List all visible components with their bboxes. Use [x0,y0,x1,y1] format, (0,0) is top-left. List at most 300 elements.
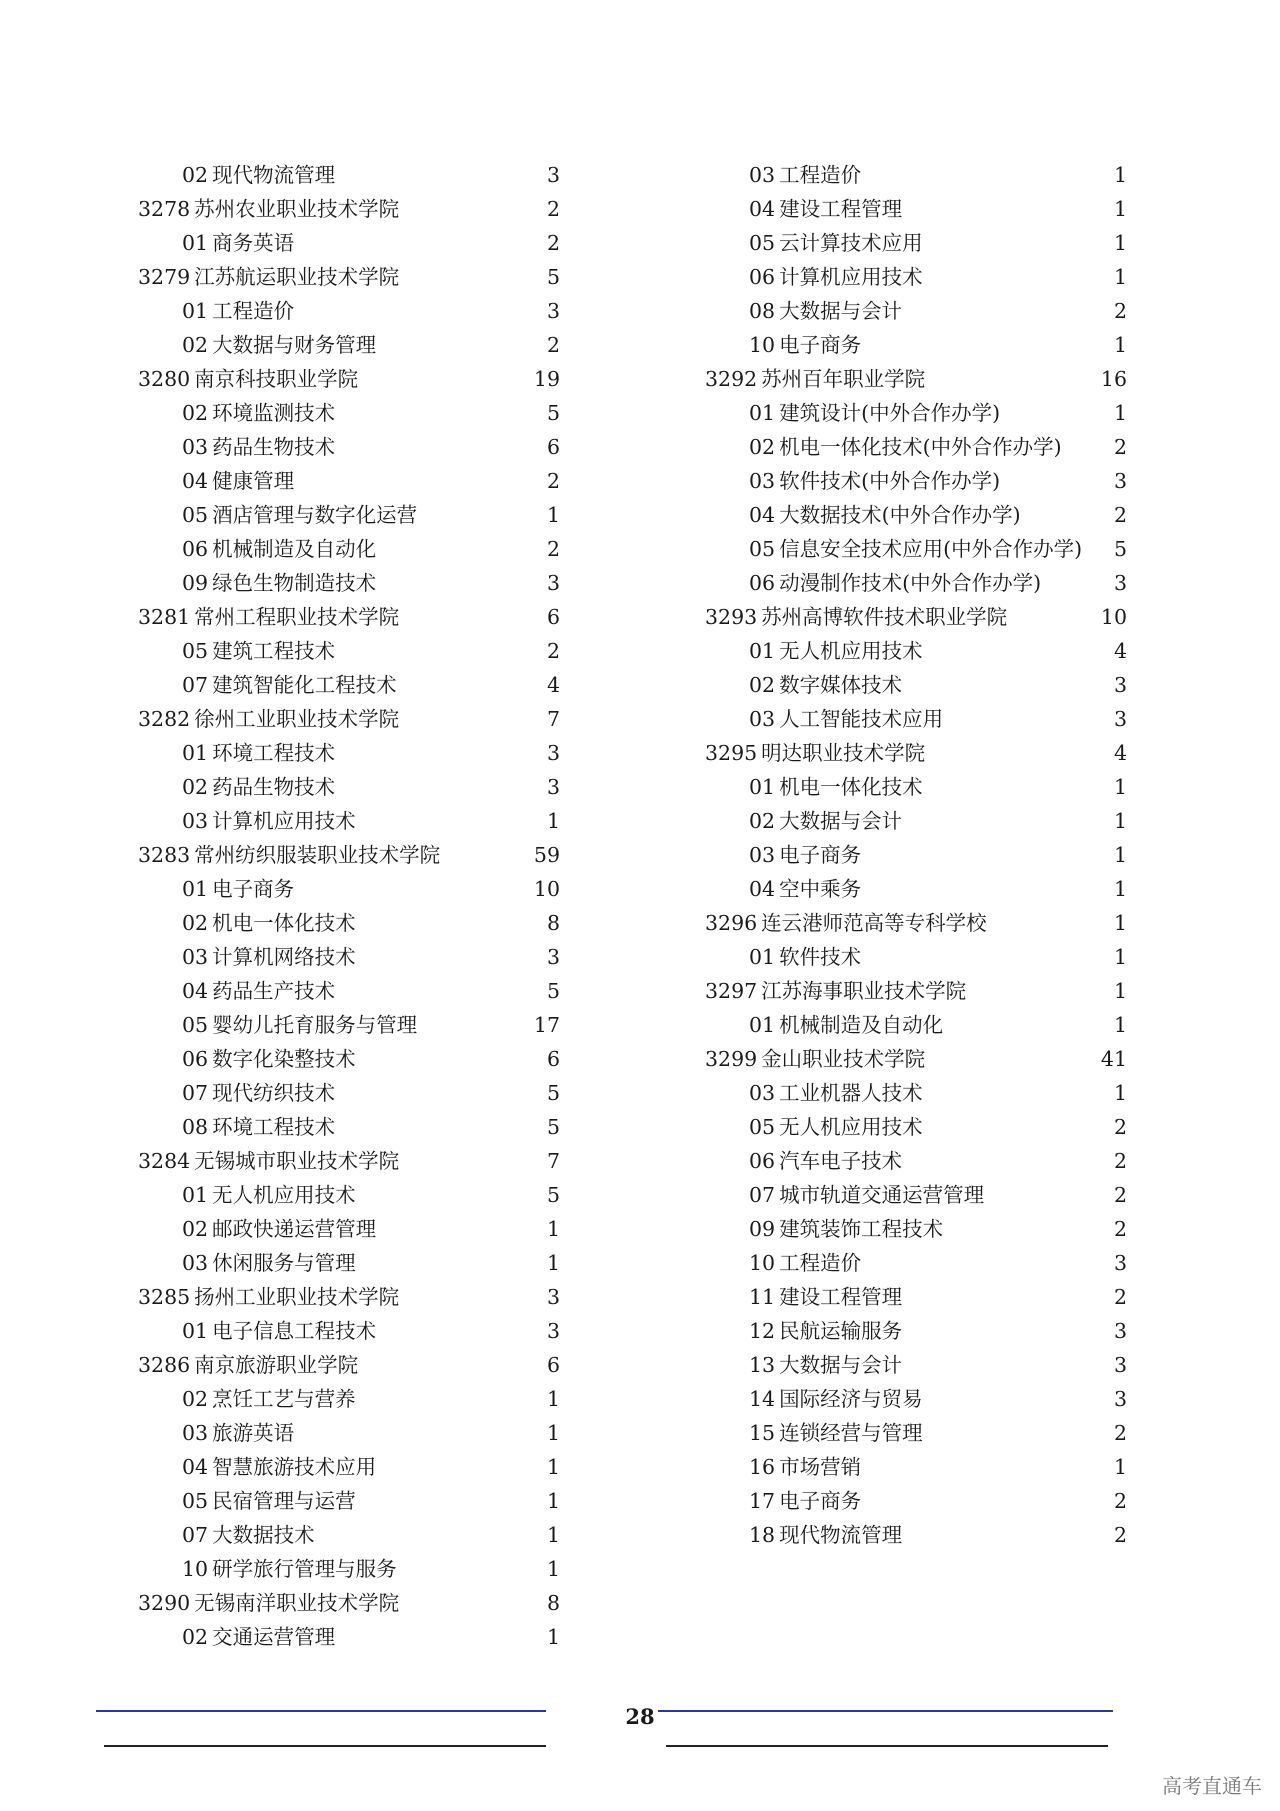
plan-count: 1 [1113,979,1127,1003]
code: 3279 [138,265,191,289]
major-name: 人工智能技术应用 [779,707,944,731]
plan-count: 1 [1113,265,1127,289]
school-name: 金山职业技术学院 [761,1047,926,1071]
major-name: 绿色生物制造技术 [212,571,377,595]
code: 3284 [138,1149,191,1173]
major-name: 软件技术(中外合作办学) [779,469,1001,493]
plan-count: 2 [1113,1285,1127,1309]
plan-count: 3 [546,1285,560,1309]
major-name: 大数据技术(中外合作办学) [779,503,1021,527]
school-row [705,974,1127,1008]
plan-count: 1 [546,1251,560,1275]
plan-count: 1 [546,1523,560,1547]
major-name: 电子商务 [779,333,862,357]
major-name: 大数据与会计 [779,1353,903,1377]
major-name: 休闲服务与管理 [212,1251,356,1275]
code: 02 [182,333,209,357]
major-row [160,1178,560,1212]
code: 3292 [705,367,758,391]
code: 01 [182,741,209,765]
code: 05 [749,231,776,255]
major-name: 市场营销 [779,1455,862,1479]
code: 05 [182,503,209,527]
major-row [160,1518,560,1552]
major-row [160,430,560,464]
code: 03 [182,1421,209,1445]
plan-count: 6 [546,605,560,629]
major-row [160,1552,560,1586]
major-name: 信息安全技术应用(中外合作办学) [779,537,1083,561]
plan-count: 5 [546,1183,560,1207]
major-row [160,1008,560,1042]
major-name: 软件技术 [779,945,862,969]
major-name: 无人机应用技术 [779,1115,923,1139]
code: 03 [749,1081,776,1105]
major-row [160,498,560,532]
code: 08 [749,299,776,323]
footer-rule-right-black [666,1745,1108,1747]
school-name: 南京科技职业学院 [194,367,359,391]
major-name: 民宿管理与运营 [212,1489,356,1513]
school-row [138,702,560,736]
major-name: 云计算技术应用 [779,231,923,255]
code: 05 [182,639,209,663]
major-row [160,770,560,804]
major-name: 药品生物技术 [212,775,336,799]
major-row [727,294,1127,328]
plan-count: 3 [546,775,560,799]
major-row [727,1144,1127,1178]
code: 3283 [138,843,191,867]
code: 3282 [138,707,191,731]
plan-count: 3 [1113,1319,1127,1343]
school-row [138,1280,560,1314]
major-name: 城市轨道交通运营管理 [779,1183,985,1207]
major-name: 药品生物技术 [212,435,336,459]
plan-count: 1 [1113,163,1127,187]
plan-count: 6 [546,435,560,459]
code: 06 [749,265,776,289]
school-name: 无锡南洋职业技术学院 [194,1591,400,1615]
major-row [727,1416,1127,1450]
code: 07 [182,673,209,697]
plan-count: 2 [1113,1217,1127,1241]
school-name: 南京旅游职业学院 [194,1353,359,1377]
code: 12 [749,1319,776,1343]
code: 02 [749,809,776,833]
code: 05 [749,1115,776,1139]
major-row [160,906,560,940]
plan-count: 2 [1113,1115,1127,1139]
plan-count: 8 [546,911,560,935]
major-name: 药品生产技术 [212,979,336,1003]
code: 07 [182,1081,209,1105]
major-row [160,1450,560,1484]
major-row [160,1076,560,1110]
major-row [160,1246,560,1280]
plan-count: 1 [1113,197,1127,221]
code: 03 [749,469,776,493]
school-name: 徐州工业职业技术学院 [194,707,400,731]
plan-count: 3 [1113,707,1127,731]
major-name: 大数据与会计 [779,809,903,833]
code: 04 [749,877,776,901]
plan-count: 3 [546,571,560,595]
major-row [160,668,560,702]
major-name: 机械制造及自动化 [779,1013,944,1037]
major-row [727,702,1127,736]
major-name: 工程造价 [212,299,295,323]
plan-count: 3 [1113,1387,1127,1411]
plan-count: 2 [1113,503,1127,527]
code: 09 [749,1217,776,1241]
plan-count: 2 [1113,1149,1127,1173]
school-row [705,906,1127,940]
major-name: 机电一体化技术 [212,911,356,935]
major-name: 邮政快递运营管理 [212,1217,377,1241]
code: 01 [749,775,776,799]
code: 03 [749,843,776,867]
plan-count: 1 [1113,945,1127,969]
major-name: 大数据与会计 [779,299,903,323]
major-name: 机械制造及自动化 [212,537,377,561]
school-name: 苏州高博软件技术职业学院 [761,605,1008,629]
major-name: 工程造价 [779,163,862,187]
plan-count: 6 [546,1353,560,1377]
plan-count: 2 [1113,299,1127,323]
code: 01 [182,231,209,255]
school-name: 苏州百年职业学院 [761,367,926,391]
code: 3290 [138,1591,191,1615]
code: 3295 [705,741,758,765]
plan-count: 7 [546,707,560,731]
code: 07 [749,1183,776,1207]
page-number: 28 [625,1704,655,1729]
plan-count: 1 [546,1557,560,1581]
code: 06 [182,537,209,561]
plan-count: 19 [533,367,560,391]
plan-count: 1 [1113,843,1127,867]
code: 02 [182,911,209,935]
major-name: 汽车电子技术 [779,1149,903,1173]
plan-count: 1 [1113,1013,1127,1037]
plan-count: 3 [546,1319,560,1343]
plan-count: 2 [546,537,560,561]
code: 06 [749,571,776,595]
major-name: 计算机应用技术 [779,265,923,289]
plan-count: 41 [1100,1047,1127,1071]
plan-count: 2 [546,469,560,493]
plan-count: 1 [1113,401,1127,425]
code: 02 [182,401,209,425]
major-row [727,1280,1127,1314]
code: 3299 [705,1047,758,1071]
major-row [160,974,560,1008]
plan-count: 3 [1113,571,1127,595]
major-row [160,1110,560,1144]
code: 02 [182,1387,209,1411]
plan-count: 2 [1113,1489,1127,1513]
code: 02 [749,435,776,459]
code: 17 [749,1489,776,1513]
major-name: 空中乘务 [779,877,862,901]
plan-count: 7 [546,1149,560,1173]
plan-count: 1 [546,809,560,833]
major-row [160,1484,560,1518]
major-row [160,1314,560,1348]
plan-count: 59 [533,843,560,867]
school-name: 江苏海事职业技术学院 [761,979,967,1003]
major-row [727,1314,1127,1348]
school-row [138,600,560,634]
major-name: 建设工程管理 [779,1285,903,1309]
code: 3296 [705,911,758,935]
major-row [160,872,560,906]
plan-count: 2 [546,231,560,255]
code: 05 [749,537,776,561]
major-row [727,226,1127,260]
major-name: 智慧旅游技术应用 [212,1455,377,1479]
plan-count: 1 [546,1217,560,1241]
plan-count: 1 [546,1455,560,1479]
school-name: 常州工程职业技术学院 [194,605,400,629]
major-name: 交通运营管理 [212,1625,336,1649]
major-name: 婴幼儿托育服务与管理 [212,1013,418,1037]
major-row [727,1518,1127,1552]
major-row [727,192,1127,226]
plan-count: 4 [1113,741,1127,765]
major-row [727,1076,1127,1110]
major-name: 民航运输服务 [779,1319,903,1343]
major-name: 烹饪工艺与营养 [212,1387,356,1411]
plan-count: 5 [546,1115,560,1139]
major-name: 建设工程管理 [779,197,903,221]
major-row [727,1110,1127,1144]
right-column [705,158,1127,1552]
plan-count: 10 [1100,605,1127,629]
plan-count: 1 [1113,775,1127,799]
major-name: 电子商务 [779,1489,862,1513]
major-row [727,838,1127,872]
code: 03 [749,707,776,731]
code: 18 [749,1523,776,1547]
plan-count: 17 [533,1013,560,1037]
code: 01 [182,299,209,323]
major-row [727,634,1127,668]
code: 01 [749,945,776,969]
plan-count: 3 [546,945,560,969]
plan-count: 1 [546,1625,560,1649]
school-row [138,838,560,872]
major-name: 建筑设计(中外合作办学) [779,401,1001,425]
major-name: 电子商务 [212,877,295,901]
major-row [160,566,560,600]
major-name: 环境工程技术 [212,741,336,765]
major-name: 工程造价 [779,1251,862,1275]
school-row [705,1042,1127,1076]
plan-count: 16 [1100,367,1127,391]
plan-count: 5 [546,1081,560,1105]
code: 03 [182,435,209,459]
major-row [727,532,1127,566]
major-row [160,464,560,498]
code: 02 [749,673,776,697]
major-row [727,1484,1127,1518]
code: 04 [182,469,209,493]
major-name: 旅游英语 [212,1421,295,1445]
code: 10 [749,1251,776,1275]
code: 10 [182,1557,209,1581]
code: 01 [182,877,209,901]
plan-count: 3 [546,299,560,323]
plan-count: 1 [1113,333,1127,357]
school-row [138,1586,560,1620]
major-name: 计算机应用技术 [212,809,356,833]
major-name: 建筑智能化工程技术 [212,673,397,697]
major-row [727,804,1127,838]
major-row [160,158,560,192]
major-name: 无人机应用技术 [212,1183,356,1207]
code: 01 [749,639,776,663]
major-name: 数字媒体技术 [779,673,903,697]
code: 06 [182,1047,209,1071]
major-row [727,430,1127,464]
school-row [705,362,1127,396]
code: 3280 [138,367,191,391]
major-name: 数字化染整技术 [212,1047,356,1071]
major-row [160,1620,560,1654]
plan-count: 5 [1113,537,1127,561]
code: 15 [749,1421,776,1445]
major-row [727,1008,1127,1042]
major-row [727,1246,1127,1280]
footer-rule-left-black [104,1745,546,1747]
plan-count: 5 [546,265,560,289]
code: 04 [749,503,776,527]
code: 04 [749,197,776,221]
major-name: 建筑装饰工程技术 [779,1217,944,1241]
major-row [160,634,560,668]
major-row [727,498,1127,532]
major-row [160,1382,560,1416]
code: 04 [182,1455,209,1479]
plan-count: 1 [546,503,560,527]
code: 01 [182,1183,209,1207]
plan-count: 3 [1113,1251,1127,1275]
major-row [160,804,560,838]
code: 06 [749,1149,776,1173]
plan-count: 2 [1113,1183,1127,1207]
major-name: 现代纺织技术 [212,1081,336,1105]
school-row [138,192,560,226]
code: 3297 [705,979,758,1003]
code: 3281 [138,605,191,629]
plan-count: 5 [546,979,560,1003]
code: 01 [749,1013,776,1037]
major-row [727,940,1127,974]
code: 03 [182,945,209,969]
major-name: 建筑工程技术 [212,639,336,663]
major-row [160,940,560,974]
major-name: 环境监测技术 [212,401,336,425]
major-row [160,532,560,566]
plan-count: 3 [1113,469,1127,493]
school-name: 无锡城市职业技术学院 [194,1149,400,1173]
code: 05 [182,1013,209,1037]
plan-count: 2 [1113,435,1127,459]
major-name: 健康管理 [212,469,295,493]
code: 03 [182,1251,209,1275]
code: 3285 [138,1285,191,1309]
major-name: 大数据与财务管理 [212,333,377,357]
school-name: 连云港师范高等专科学校 [761,911,987,935]
major-row [727,1212,1127,1246]
school-row [705,600,1127,634]
code: 01 [182,1319,209,1343]
plan-count: 10 [533,877,560,901]
major-name: 环境工程技术 [212,1115,336,1139]
code: 02 [182,1625,209,1649]
plan-count: 1 [546,1489,560,1513]
watermark: 高考直通车 [1162,1774,1262,1798]
plan-count: 1 [546,1387,560,1411]
plan-count: 8 [546,1591,560,1615]
plan-count: 4 [546,673,560,697]
major-name: 国际经济与贸易 [779,1387,923,1411]
school-name: 苏州农业职业技术学院 [194,197,400,221]
major-name: 研学旅行管理与服务 [212,1557,397,1581]
major-row [160,226,560,260]
major-name: 连锁经营与管理 [779,1421,923,1445]
major-name: 动漫制作技术(中外合作办学) [779,571,1042,595]
major-name: 工业机器人技术 [779,1081,923,1105]
code: 3293 [705,605,758,629]
major-row [727,158,1127,192]
plan-count: 2 [546,197,560,221]
major-name: 机电一体化技术(中外合作办学) [779,435,1062,459]
plan-count: 3 [546,741,560,765]
major-row [727,396,1127,430]
code: 10 [749,333,776,357]
plan-count: 3 [1113,673,1127,697]
major-name: 机电一体化技术 [779,775,923,799]
major-name: 现代物流管理 [212,163,336,187]
plan-count: 1 [1113,231,1127,255]
plan-count: 1 [1113,809,1127,833]
major-row [727,260,1127,294]
major-name: 酒店管理与数字化运营 [212,503,418,527]
major-name: 计算机网络技术 [212,945,356,969]
plan-count: 2 [1113,1421,1127,1445]
major-row [727,1178,1127,1212]
school-name: 常州纺织服装职业技术学院 [194,843,441,867]
school-row [138,260,560,294]
major-row [727,566,1127,600]
code: 05 [182,1489,209,1513]
code: 09 [182,571,209,595]
code: 11 [749,1285,776,1309]
major-row [160,1416,560,1450]
major-row [160,1212,560,1246]
school-name: 扬州工业职业技术学院 [194,1285,400,1309]
code: 02 [182,1217,209,1241]
major-row [727,1348,1127,1382]
plan-count: 2 [1113,1523,1127,1547]
plan-count: 6 [546,1047,560,1071]
code: 01 [749,401,776,425]
plan-count: 2 [546,333,560,357]
left-column [138,158,560,1654]
